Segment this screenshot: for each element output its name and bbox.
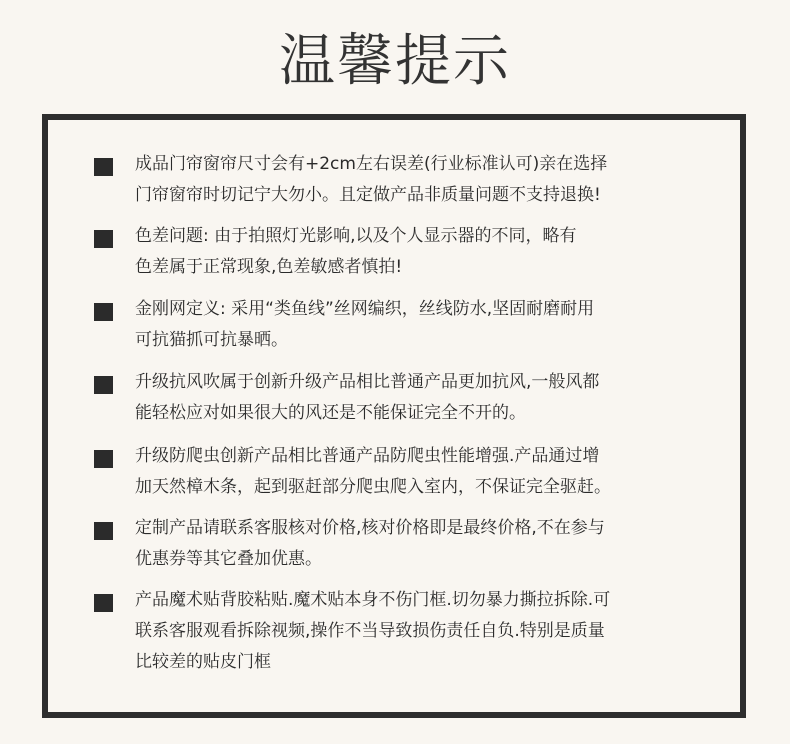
square-bullet-icon bbox=[94, 230, 113, 248]
square-bullet-icon bbox=[94, 158, 113, 176]
notice-text: 升级防爬虫创新产品相比普通产品防爬虫性能增强.产品通过增 加天然樟木条，起到驱赶部分爬虫爬入室内，不保证完全驱赶。 bbox=[135, 446, 611, 497]
notice-text: 定制产品请联系客服核对价格,核对价格即是最终价格,不在参与 优惠券等其它叠加优惠。 bbox=[135, 518, 605, 569]
notice-text: 色差问题: 由于拍照灯光影响,以及个人显示器的不同，略有 色差属于正常现象,色差敏感者慎拍! bbox=[135, 226, 577, 277]
notice-text: 金刚网定义: 采用“类鱼线”丝网编织，丝线防水,坚固耐磨耐用 可抗猫抓可抗暴晒。 bbox=[135, 299, 595, 350]
square-bullet-icon bbox=[94, 522, 113, 540]
square-bullet-icon bbox=[94, 303, 113, 321]
square-bullet-icon bbox=[94, 376, 113, 394]
page-title: 温馨提示 bbox=[279, 29, 511, 94]
square-bullet-icon bbox=[94, 594, 113, 612]
notice-text: 成品门帘窗帘尺寸会有+2cm左右误差(行业标准认可)亲在选择 门帘窗帘时切记宁大勿小。且定做产品非质量问题不支持退换! bbox=[135, 154, 608, 205]
square-bullet-icon bbox=[94, 450, 113, 468]
notice-text: 产品魔术贴背胶粘贴.魔术贴本身不伤门框.切勿暴力撕拉拆除.可 联系客服观看拆除视频,操作不当导致损伤责任自负.特别是质量 比较差的贴皮门框 bbox=[135, 590, 611, 672]
notice-box bbox=[42, 114, 746, 718]
notice-text: 升级抗风吹属于创新升级产品相比普通产品更加抗风,一般风都 能轻松应对如果很大的风还是不能保证完全不开的。 bbox=[135, 372, 600, 423]
